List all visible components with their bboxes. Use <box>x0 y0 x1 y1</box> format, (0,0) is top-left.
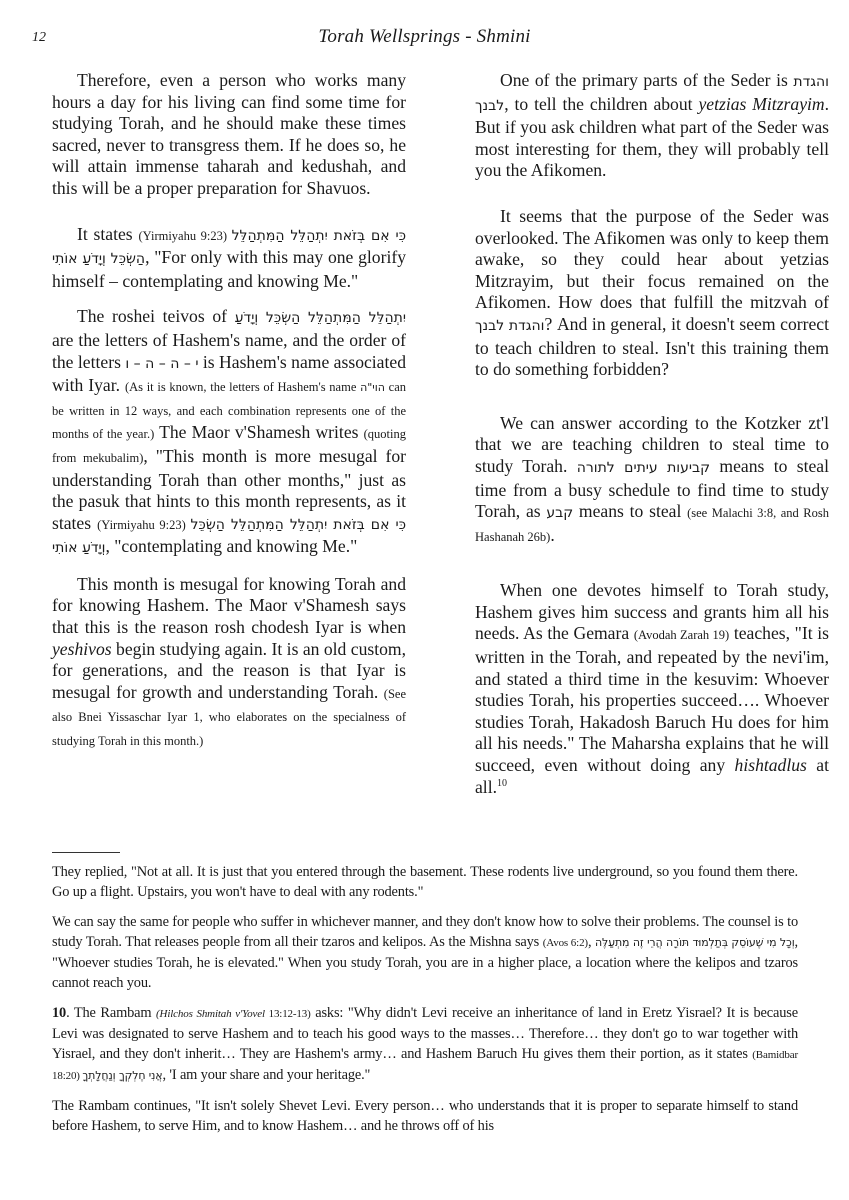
text-span: This month is mesugal for knowing Torah and for knowing Hashem. The Maor v'Shamesh says that this is the reason rosh chodesh Iyar is when <box>52 573 406 638</box>
footnote-number: 10 <box>52 1005 67 1021</box>
citation: 13:12-13) <box>268 1008 311 1020</box>
text-span: . <box>550 524 555 545</box>
text-span: , "This month is more mesugal for understanding Torah than other months," just as the pasuk that hints to this month represents, as it states <box>52 445 406 533</box>
text-span: , "For only with this may one glorify himself – contemplating and knowing Me." <box>52 247 406 291</box>
hebrew-quote: כִּי אִם בְּזֹאת יִתְהַלֵּל הַמִּתְהַלֵּל הַשְׂכֵּל וְיָדֹעַ אוֹתִי <box>52 227 407 268</box>
text-span: One of the primary parts of the Seder is <box>500 70 794 90</box>
footnote-reference[interactable]: 10 <box>496 777 507 789</box>
text-span: is Hashem's name associated with Iyar. <box>52 351 406 396</box>
left-column <box>52 70 406 812</box>
citation: (Bamidbar 18:20) <box>52 1049 798 1082</box>
hebrew-quote: אֲנִי חֶלְקְךָ וְנַחֲלָתְךָ <box>82 1069 163 1082</box>
hebrew-quote: וְכָל מִי שֶׁעוֹסֵק בְּתַלְמוּד תּוֹרָה הֲרֵי זֶה מִתְעַלֶּה <box>595 936 795 949</box>
text-span: , "Whoever studies Torah, he is elevated." When you study Torah, you are in a higher place, a location where the kelipos and tzaros cannot reach you. <box>52 934 798 991</box>
italic-term: yetzias Mitzrayim <box>698 93 825 114</box>
paragraph: Therefore, even a person who works many hours a day for his living can find some time for studying Torah, and he should make these times sacred, never to transgress them. If he does so, he will attain immense taharah and kedushah, and this will be a proper preparation for Shavuos. <box>52 70 406 198</box>
text-span: at all. <box>475 755 829 797</box>
book-title: Torah Wellsprings - Shmini <box>318 26 531 47</box>
text-span: , <box>587 934 595 950</box>
paragraph <box>52 306 406 560</box>
italic-term: yeshivos <box>52 638 112 659</box>
body-columns <box>52 70 829 812</box>
page-number: 12 <box>32 30 46 45</box>
paragraph <box>475 206 829 381</box>
text-span: . The Rambam <box>66 1005 157 1021</box>
hebrew-quote: כִּי אִם בְּזֹאת יִתְהַלֵּל הַמִּתְהַלֵּל הַשְׂכֵּל וְיָדֹעַ אוֹתִי <box>52 516 406 557</box>
footnote-paragraph <box>52 912 798 993</box>
aside-note: (See also Bnei Yissaschar Iyar 1, who elaborates on the specialness of studying Torah in this month.) <box>52 686 406 749</box>
right-column <box>475 70 829 812</box>
running-head <box>0 26 849 50</box>
text-span: It seems that the purpose of the Seder was overlooked. The Afikomen was only to keep them awake, so they could hear about yetzias Mitzrayim, but their focus remained on the Afikomen. How does that fulfill the mitzvah of <box>475 205 829 313</box>
italic-term: hishtadlus <box>734 755 807 776</box>
text-span: We can say the same for people who suffer in whichever manner, and they don't know how to solve their problems. The counsel is to study Torah. That releases people from all their tzaros and kelipos. As the Mishna says <box>52 914 798 950</box>
hebrew-quote: והגדת לבנך <box>475 317 545 334</box>
text-span: , 'I am your share and your heritage." <box>162 1067 371 1083</box>
citation: (Hilchos Shmitah v'Yovel <box>156 1008 269 1020</box>
citation: (quoting from mekubalim) <box>52 427 406 465</box>
text-span: The Maor v'Shamesh writes <box>154 422 364 443</box>
text-span: The roshei teivos of <box>77 306 235 327</box>
footnote-divider <box>52 852 120 853</box>
text-span: asks: "Why didn't Levi receive an inheritance of land in Eretz Yisrael? It is because Levi was designated to serve Hashem and to teach his good ways to the masses… Therefore… they don't go to war together with Yisrael, and they don't inherit… They are Hashem's army… and Hashem Baruch Hu gives them their portion, as it states <box>52 1005 798 1062</box>
footnote-paragraph: The Rambam continues, "It isn't solely Shevet Levi. Every person… who understands that it is proper to separate himself to stand before Hashem, to serve Him, and to know Hashem… and he throws off of his <box>52 1098 798 1134</box>
paragraph <box>52 574 406 753</box>
aside-note: can be written in 12 ways, and each combination represents one of the months of the year.) <box>52 380 406 442</box>
text-span: We can answer according to the Kotzker zt'l that we are teaching children to steal time to study Torah. <box>475 412 829 476</box>
hebrew-word: הוי"ה <box>360 381 385 395</box>
paragraph <box>475 580 829 798</box>
text-span: means to steal <box>573 501 688 522</box>
citation: (see Malachi 3:8, and Rosh Hashanah 26b) <box>475 506 829 544</box>
citation: (Avos 6:2) <box>542 937 588 949</box>
text-span: When one devotes himself to Torah study, Hashem gives him success and grants him all his needs. As the Gemara <box>475 580 829 644</box>
paragraph <box>52 224 406 293</box>
hebrew-letters: י – ה – ה – ו <box>125 355 199 372</box>
text-span: teaches, "It is written in the Torah, and repeated by the nevi'im, and stated a third time in the kesuvim: Whoever studies Torah, his properties succeed…. Whoever studies Torah, Hakadosh Baruch Hu does for him all his needs." The Maharsha explains that he will succeed, even without doing any <box>475 623 829 776</box>
text-span: means to steal time from a busy schedule to find time to study Torah, as <box>475 455 829 522</box>
text-span: , "contemplating and knowing Me." <box>105 536 358 557</box>
paragraph <box>475 70 829 182</box>
footnote-paragraph: They replied, "Not at all. It is just that you entered through the basement. These rodents live underground, so you found them there. Go up a flight. Upstairs, you won't have to deal with any rodents." <box>52 864 798 900</box>
aside-note: (As it is known, the letters of Hashem's name <box>124 380 361 395</box>
hebrew-word: קבע <box>546 505 574 522</box>
text-span: . But if you ask children what part of the Seder was most interesting for them, they will probably tell you the Afikomen. <box>475 93 829 181</box>
citation: (Yirmiyahu 9:23) <box>97 517 191 532</box>
footnote-10 <box>52 1003 798 1086</box>
text-span: ? And in general, it doesn't seem correct to teach children to steal. Isn't this training them to do something forbidden? <box>475 313 830 380</box>
hebrew-quote: קביעות עיתים לתורה <box>576 459 711 476</box>
citation: (Yirmiyahu 9:23) <box>138 228 232 243</box>
hebrew-quote: והגדת לבנך <box>475 74 829 114</box>
text-span: , to tell the children about <box>504 93 699 114</box>
text-span: are the letters of Hashem's name, and the order of the letters <box>52 329 406 372</box>
footnotes <box>52 862 798 1146</box>
citation: (Avodah Zarah 19) <box>633 628 730 643</box>
text-span: It states <box>77 223 139 244</box>
paragraph <box>475 413 829 549</box>
text-span: begin studying again. It is an old custom, for generations, and the reason is that Iyar is mesugal for growth and understanding Torah. <box>52 638 406 702</box>
hebrew-quote: יִתְהַלֵּל הַמִּתְהַלֵּל הַשְׂכֵּל וְיָדֹעַ <box>234 310 407 327</box>
